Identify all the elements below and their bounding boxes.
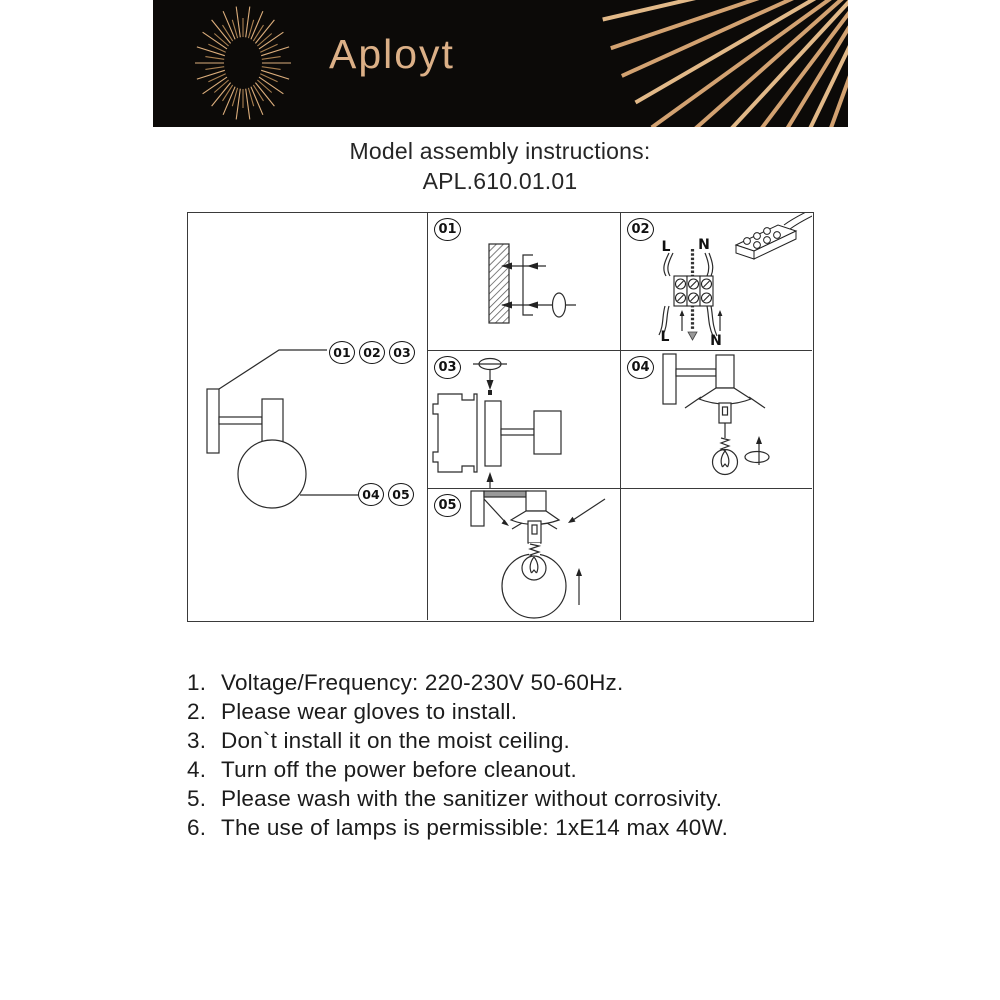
wire-label-l-top: L (661, 239, 671, 255)
page-title: Model assembly instructions: (349, 138, 651, 164)
instruction-text: Voltage/Frequency: 220-230V 50-60Hz. (221, 670, 624, 695)
instruction-item (187, 813, 867, 842)
instruction-item (187, 784, 867, 813)
instruction-item (187, 668, 867, 697)
step-panel-03 (428, 351, 620, 488)
brand-banner (153, 0, 848, 127)
overview-panel (188, 213, 427, 620)
callout-step-04: 04 (358, 483, 384, 506)
callout-step-01: 01 (329, 341, 355, 364)
step-badge-01: 01 (434, 218, 461, 241)
step-badge-03: 03 (434, 356, 461, 379)
sunburst-logo-icon (195, 7, 291, 120)
instruction-number: 3. (187, 728, 207, 753)
wire-label-n-top: N (698, 237, 710, 253)
instruction-number: 4. (187, 757, 207, 782)
model-number: APL.610.01.01 (422, 168, 578, 194)
callout-step-05: 05 (388, 483, 414, 506)
empty-panel (621, 489, 812, 620)
callout-step-02: 02 (359, 341, 385, 364)
instruction-item (187, 697, 867, 726)
wire-label-l-bottom: L (660, 329, 670, 345)
corner-rays-decoration (603, 0, 848, 127)
assembly-diagram-table (187, 212, 814, 622)
wall-lamp-overview-drawing (188, 213, 427, 620)
step-panel-04 (621, 351, 812, 488)
instruction-text: Don`t install it on the moist ceiling. (221, 728, 571, 753)
instruction-text: The use of lamps is permissible: 1xE14 max 40W. (221, 815, 729, 840)
instruction-list (187, 668, 867, 842)
brand-logo-text: Aployt (329, 31, 455, 77)
step-badge-05: 05 (434, 494, 461, 517)
step-panel-02 (621, 213, 812, 350)
title-block (0, 136, 1000, 196)
instruction-number: 1. (187, 670, 207, 695)
callout-step-03: 03 (389, 341, 415, 364)
instruction-text: Please wash with the sanitizer without corrosivity. (221, 786, 723, 811)
instruction-number: 6. (187, 815, 207, 840)
step-badge-02: 02 (627, 218, 654, 241)
instruction-number: 2. (187, 699, 207, 724)
wire-label-n-bottom: N (710, 333, 722, 349)
terminal-connector-3d (736, 213, 812, 259)
step-panel-01 (428, 213, 620, 350)
instruction-item (187, 726, 867, 755)
banner-decoration (153, 0, 848, 127)
instruction-number: 5. (187, 786, 207, 811)
instruction-text: Turn off the power before cleanout. (221, 757, 577, 782)
instruction-item (187, 755, 867, 784)
step-panel-05 (428, 489, 620, 620)
instruction-text: Please wear gloves to install. (221, 699, 518, 724)
step-badge-04: 04 (627, 356, 654, 379)
